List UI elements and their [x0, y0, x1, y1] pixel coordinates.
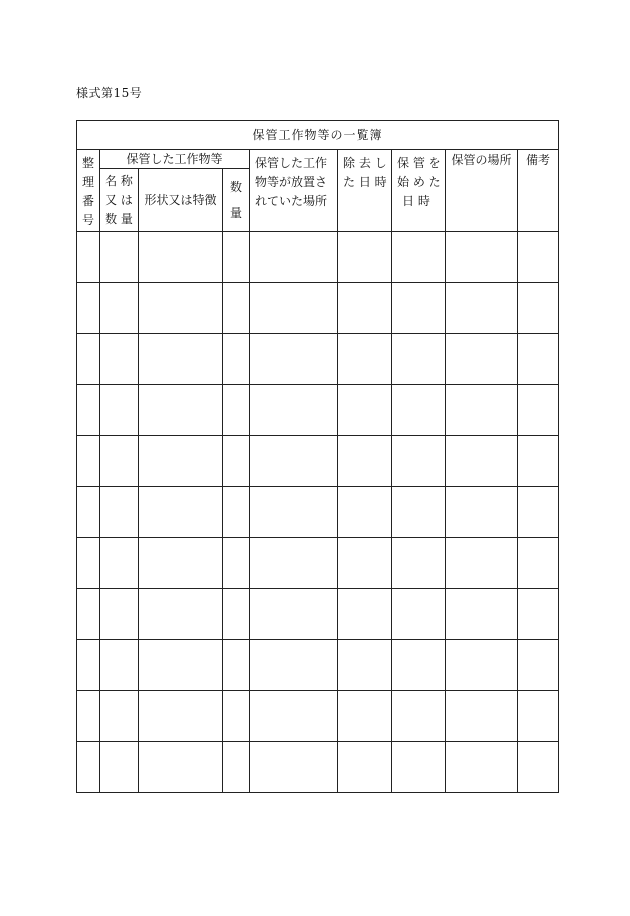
table-cell	[518, 742, 559, 793]
table-cell	[392, 487, 446, 538]
table-cell	[223, 640, 250, 691]
table-cell	[446, 334, 518, 385]
header-hokan-kaishi-line: 始 め た	[397, 175, 441, 189]
header-meisho-suryo	[100, 169, 139, 232]
table-cell	[250, 436, 338, 487]
table-row	[77, 691, 559, 742]
header-jokyo-line: た 日 時	[343, 175, 387, 189]
header-meisho-line: 数 量	[105, 212, 133, 226]
table-cell	[77, 742, 100, 793]
table-cell	[77, 232, 100, 283]
table-cell	[518, 640, 559, 691]
table-cell	[518, 283, 559, 334]
table-cell	[338, 283, 392, 334]
table-cell	[446, 691, 518, 742]
table-cell	[250, 742, 338, 793]
table-cell	[139, 232, 223, 283]
table-cell	[518, 538, 559, 589]
table-cell	[223, 487, 250, 538]
table-cell	[77, 487, 100, 538]
table-cell	[338, 589, 392, 640]
table-cell	[392, 538, 446, 589]
header-seiri-char: 整	[81, 156, 94, 170]
table-cell	[100, 640, 139, 691]
table-cell	[338, 640, 392, 691]
table-row	[77, 334, 559, 385]
table-cell	[446, 742, 518, 793]
table-cell	[223, 334, 250, 385]
table-cell	[139, 436, 223, 487]
table-cell	[77, 436, 100, 487]
table-cell	[392, 742, 446, 793]
header-jokyo-nichiji	[338, 150, 392, 232]
header-suryo	[223, 169, 250, 232]
table-cell	[100, 283, 139, 334]
table-cell	[139, 589, 223, 640]
table-cell	[392, 640, 446, 691]
table-cell	[100, 385, 139, 436]
table-cell	[77, 334, 100, 385]
header-hochi-basho-line: 物等が放置さ	[255, 175, 328, 189]
table-cell	[250, 691, 338, 742]
table-cell	[250, 640, 338, 691]
table-cell	[100, 334, 139, 385]
table-row	[77, 538, 559, 589]
table-cell	[250, 283, 338, 334]
header-hochi-basho	[250, 150, 338, 232]
table-cell	[223, 742, 250, 793]
table-cell	[338, 487, 392, 538]
table-cell	[77, 640, 100, 691]
header-hokan-basho: 保管の場所	[446, 150, 518, 232]
header-seiri-char: 番	[81, 194, 94, 208]
header-hochi-basho-line: れていた場所	[255, 194, 328, 208]
table-cell	[338, 691, 392, 742]
table-row	[77, 283, 559, 334]
table-row	[77, 742, 559, 793]
header-hokan-kaishi-line: 日 時	[402, 194, 430, 208]
header-hokan-kaishi-nichiji	[392, 150, 446, 232]
table-cell	[223, 385, 250, 436]
table-cell	[77, 589, 100, 640]
table-cell	[518, 334, 559, 385]
header-seiri-char: 理	[81, 175, 94, 189]
table-cell	[446, 589, 518, 640]
table-cell	[338, 742, 392, 793]
table-cell	[139, 385, 223, 436]
table-cell	[392, 436, 446, 487]
table-cell	[250, 385, 338, 436]
table-row	[77, 385, 559, 436]
table-cell	[100, 232, 139, 283]
table-cell	[338, 232, 392, 283]
table-cell	[446, 283, 518, 334]
table-cell	[100, 487, 139, 538]
table-cell	[392, 283, 446, 334]
table-cell	[223, 232, 250, 283]
table-row	[77, 436, 559, 487]
table-cell	[223, 538, 250, 589]
table-cell	[223, 283, 250, 334]
table-cell	[139, 538, 223, 589]
table-title: 保管工作物等の一覧簿	[77, 121, 559, 150]
table-cell	[518, 487, 559, 538]
header-suryo-char: 量	[229, 206, 242, 220]
table-cell	[338, 538, 392, 589]
table-cell	[139, 691, 223, 742]
table-cell	[250, 334, 338, 385]
table-cell	[250, 232, 338, 283]
table-cell	[338, 334, 392, 385]
table-cell	[77, 538, 100, 589]
header-jokyo-line: 除 去 し	[343, 156, 387, 170]
table-row	[77, 589, 559, 640]
table-cell	[223, 691, 250, 742]
table-cell	[100, 436, 139, 487]
table-cell	[77, 385, 100, 436]
header-hokan-shita-kosakubutsu: 保管した工作物等	[100, 150, 250, 169]
header-hochi-basho-line: 保管した工作	[255, 156, 328, 170]
header-biko: 備考	[518, 150, 559, 232]
table-cell	[250, 538, 338, 589]
table-cell	[446, 385, 518, 436]
table-cell	[446, 538, 518, 589]
table-cell	[518, 385, 559, 436]
table-cell	[446, 487, 518, 538]
header-seiri-char: 号	[81, 213, 94, 227]
table-cell	[392, 691, 446, 742]
table-cell	[250, 589, 338, 640]
header-hokan-kaishi-line: 保 管 を	[397, 156, 441, 170]
table-cell	[518, 232, 559, 283]
table-cell	[77, 283, 100, 334]
header-seiri-bango	[77, 150, 100, 232]
table-row	[77, 487, 559, 538]
table-cell	[139, 640, 223, 691]
table-cell	[139, 742, 223, 793]
table-cell	[139, 334, 223, 385]
table-row	[77, 640, 559, 691]
table-cell	[446, 232, 518, 283]
table-cell	[446, 436, 518, 487]
header-keijo-tokucho: 形状又は特徴	[139, 169, 223, 232]
table-cell	[446, 640, 518, 691]
table-cell	[139, 487, 223, 538]
table-cell	[338, 385, 392, 436]
table-cell	[392, 589, 446, 640]
table-cell	[518, 589, 559, 640]
storage-register-table	[76, 120, 559, 793]
table-cell	[77, 691, 100, 742]
table-cell	[250, 487, 338, 538]
form-number: 様式第15号	[76, 86, 143, 100]
table-cell	[392, 334, 446, 385]
header-meisho-line: 又 は	[105, 193, 133, 207]
header-suryo-char: 数	[229, 180, 242, 194]
table-cell	[392, 232, 446, 283]
header-meisho-line: 名 称	[105, 174, 133, 188]
table-cell	[338, 436, 392, 487]
table-cell	[139, 283, 223, 334]
table-cell	[100, 589, 139, 640]
table-cell	[223, 589, 250, 640]
table-cell	[100, 691, 139, 742]
table-cell	[223, 436, 250, 487]
table-cell	[518, 436, 559, 487]
table-cell	[392, 385, 446, 436]
table-cell	[100, 742, 139, 793]
table-row	[77, 232, 559, 283]
table-cell	[100, 538, 139, 589]
table-cell	[518, 691, 559, 742]
